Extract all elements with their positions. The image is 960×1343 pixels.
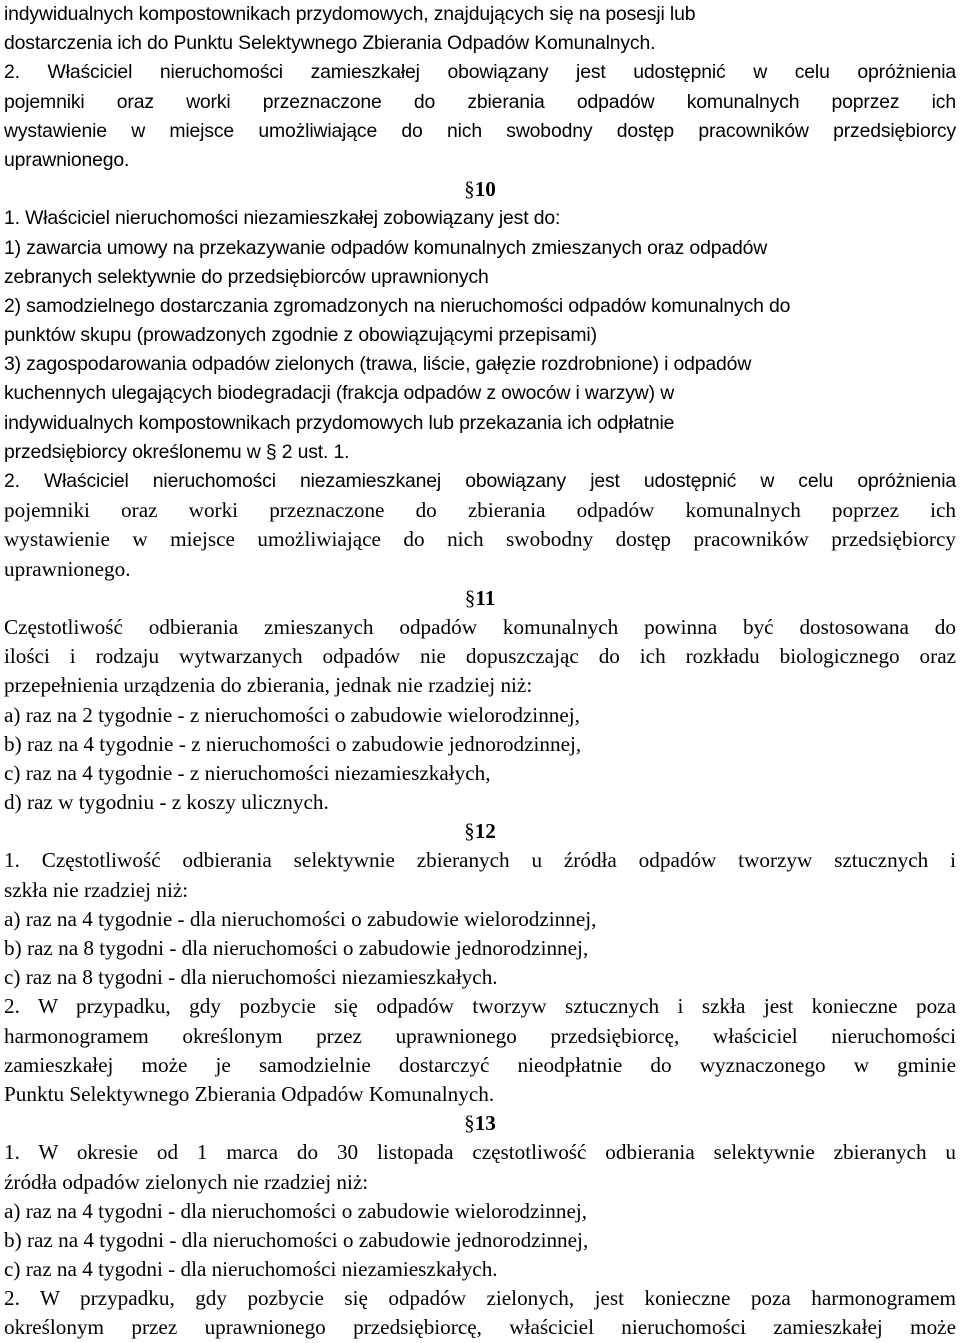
text-line: a) raz na 2 tygodnie - z nieruchomości o zabudowie wielorodzinnej, [4,702,580,727]
text-line: wystawienie w miejsce umożliwiające do nich swobodny dostęp pracowników przedsiębiorcy [4,527,956,552]
section-symbol: § [464,585,476,610]
text-line: 1. W okresie od 1 marca do 30 listopada częstotliwość odbierania selektywnie zbieranych u [4,1140,956,1165]
text-line: szkła nie rzadziej niż: [4,877,189,902]
text-line: 1. Właściciel nieruchomości niezamieszkałej zobowiązany jest do: [4,207,561,230]
section-heading [4,175,956,204]
text-line: pojemniki oraz worki przeznaczone do zbierania odpadów komunalnych poprzez ich [4,498,956,523]
text-line: dostarczenia ich do Punktu Selektywnego Zbierania Odpadów Komunalnych. [4,32,656,55]
text-line: 2. Właściciel nieruchomości niezamieszkanej obowiązany jest udostępnić w celu opróżnienia [4,470,956,492]
text-line: Częstotliwość odbierania zmieszanych odpadów komunalnych powinna być dostosowana do [4,614,956,639]
paragraph [4,0,956,175]
paragraph [4,1138,956,1342]
text-line: c) raz na 4 tygodnie - z nieruchomości niezamieszkałych, [4,760,491,785]
text-line: a) raz na 4 tygodnie - dla nieruchomości o zabudowie wielorodzinnej, [4,906,597,931]
section-heading [4,584,956,613]
text-line: c) raz na 8 tygodni - dla nieruchomości niezamieszkałych. [4,965,498,990]
text-line: c) raz na 4 tygodni - dla nieruchomości niezamieszkałych. [4,1257,498,1282]
text-line: uprawnionego. [4,556,131,581]
text-line: 1. Częstotliwość odbierania selektywnie zbieranych u źródła odpadów tworzyw sztucznych i [4,848,956,873]
section-number: 13 [474,1111,496,1136]
text-line: zamieszkałej może je samodzielnie dostarczyć nieodpłatnie do wyznaczonego w gminie [4,1052,956,1077]
text-line: wystawienie w miejsce umożliwiające do nich swobodny dostęp pracowników przedsiębiorcy [4,119,956,142]
paragraph [4,846,956,1109]
text-line: zebranych selektywnie do przedsiębiorców uprawnionych [4,265,489,288]
text-line: określonym przez uprawnionego przedsiębiorcę, właściciel nieruchomości zamieszkałej może [4,1315,956,1340]
text-line: 1) zawarcia umowy na przekazywanie odpadów komunalnych zmieszanych oraz odpadów [4,236,768,259]
text-line: indywidualnych kompostownikach przydomowych lub przekazania ich odpłatnie [4,411,675,434]
section-symbol: § [464,819,475,844]
text-line: przepełnienia urządzenia do zbierania, jednak nie rzadziej niż: [4,673,533,698]
text-line: punktów skupu (prowadzonych zgodnie z obowiązującymi przepisami) [4,324,597,347]
text-line: 2) samodzielnego dostarczania zgromadzonych na nieruchomości odpadów komunalnych do [4,294,791,317]
text-line: kuchennych ulegających biodegradacji (frakcja odpadów z owoców i warzyw) w [4,382,675,405]
paragraph [4,613,956,817]
text-line: ilości i rodzaju wytwarzanych odpadów nie dopuszczając do ich rozkładu biologicznego oraz [4,644,956,669]
section-number: 12 [474,819,496,844]
text-line: indywidualnych kompostownikach przydomowych, znajdujących się na posesji lub [4,3,696,25]
text-line: źródła odpadów zielonych nie rzadziej niż: [4,1169,369,1194]
text-line: harmonogramem określonym przez uprawnionego przedsiębiorcę, właściciel nieruchomości [4,1023,956,1048]
text-line: 2. W przypadku, gdy pozbycie się odpadów zielonych, jest konieczne poza harmonogramem [4,1286,956,1311]
text-line: b) raz na 4 tygodnie - z nieruchomości o zabudowie jednorodzinnej, [4,731,582,756]
text-line: a) raz na 4 tygodni - dla nieruchomości o zabudowie wielorodzinnej, [4,1198,588,1223]
section-number: 10 [474,177,496,202]
text-line: 3) zagospodarowania odpadów zielonych (trawa, liście, gałęzie rozdrobnione) i odpadów [4,353,752,376]
text-line: b) raz na 8 tygodni - dla nieruchomości o zabudowie jednorodzinnej, [4,936,589,960]
text-line: b) raz na 4 tygodni - dla nieruchomości o zabudowie jednorodzinnej, [4,1227,589,1252]
section-symbol: § [464,177,475,202]
section-heading [4,817,956,846]
section-heading [4,1109,956,1138]
text-line: przedsiębiorcy określonemu w § 2 ust. 1. [4,440,350,463]
text-line: d) raz w tygodniu - z koszy ulicznych. [4,790,329,815]
text-line: Punktu Selektywnego Zbierania Odpadów Komunalnych. [4,1081,495,1106]
text-line: 2. W przypadku, gdy pozbycie się odpadów tworzyw sztucznych i szkła jest konieczne poza [4,994,956,1019]
section-number: 11 [475,585,496,610]
paragraph [4,204,956,583]
text-line: pojemniki oraz worki przeznaczone do zbierania odpadów komunalnych poprzez ich [4,90,956,113]
text-line: 2. Właściciel nieruchomości zamieszkałej obowiązany jest udostępnić w celu opróżnienia [4,61,956,84]
section-symbol: § [464,1111,475,1136]
text-line: uprawnionego. [4,148,130,171]
